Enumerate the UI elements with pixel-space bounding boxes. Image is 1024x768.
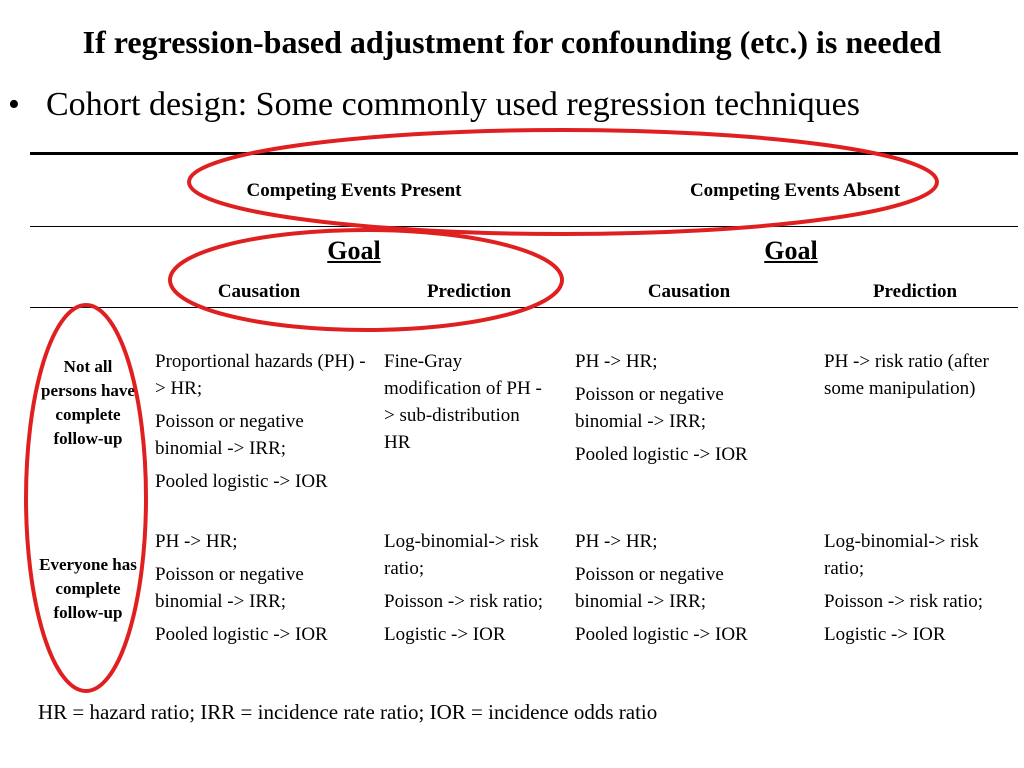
table-header-rule: [30, 226, 1018, 227]
cell-complete-present-prediction: [384, 528, 544, 654]
cell-line: Poisson or negative binomial -> IRR;: [575, 564, 724, 612]
cell-incomplete-absent-prediction: [824, 348, 994, 408]
cell-line: PH -> risk ratio (after some manipulation): [824, 351, 989, 399]
cell-line: Log-binomial-> risk ratio;: [384, 531, 539, 579]
cell-complete-present-causation: [155, 528, 375, 654]
cell-line: Pooled logistic -> IOR: [155, 471, 328, 492]
table-top-rule: [30, 152, 1018, 155]
cell-line: Fine-Gray modification of PH -> sub-distribution HR: [384, 351, 542, 453]
goal-label-absent: Goal: [764, 236, 818, 265]
cell-line: Pooled logistic -> IOR: [575, 444, 748, 465]
cell-line: Poisson -> risk ratio;: [384, 591, 544, 612]
row-label-complete-followup: Everyone has complete follow-up: [39, 555, 137, 622]
header-events-present: Competing Events Present: [246, 180, 462, 201]
slide-title: If regression-based adjustment for confounding (etc.) is needed: [82, 24, 942, 60]
cell-line: Proportional hazards (PH) -> HR;: [155, 351, 366, 399]
header-prediction-absent: Prediction: [872, 281, 958, 302]
header-prediction-present: Prediction: [426, 281, 512, 302]
footnote-abbreviations: HR = hazard ratio; IRR = incidence rate ratio; IOR = incidence odds ratio: [38, 700, 658, 724]
cell-line: PH -> HR;: [155, 531, 238, 552]
cell-line: Poisson or negative binomial -> IRR;: [155, 564, 304, 612]
cell-line: Log-binomial-> risk ratio;: [824, 531, 979, 579]
header-causation-present: Causation: [217, 281, 301, 302]
cell-line: Pooled logistic -> IOR: [155, 624, 328, 645]
cell-incomplete-present-causation: [155, 348, 375, 501]
bullet-marker: •: [8, 86, 20, 123]
cell-line: PH -> HR;: [575, 351, 658, 372]
cell-line: Poisson or negative binomial -> IRR;: [575, 384, 724, 432]
slide-subtitle: Cohort design: Some commonly used regression techniques: [46, 86, 860, 123]
cell-line: Pooled logistic -> IOR: [575, 624, 748, 645]
cell-complete-absent-causation: [575, 528, 795, 654]
cell-line: PH -> HR;: [575, 531, 658, 552]
cell-line: Poisson or negative binomial -> IRR;: [155, 411, 304, 459]
row-label-incomplete-followup: Not all persons have complete follow-up: [41, 357, 135, 448]
header-causation-absent: Causation: [647, 281, 731, 302]
cell-line: Poisson -> risk ratio;: [824, 591, 984, 612]
cell-incomplete-present-prediction: [384, 348, 544, 462]
goal-label-present: Goal: [327, 236, 381, 265]
cell-complete-absent-prediction: [824, 528, 994, 654]
cell-line: Logistic -> IOR: [384, 624, 506, 645]
table-subheader-rule: [30, 307, 1018, 308]
cell-line: Logistic -> IOR: [824, 624, 946, 645]
cell-incomplete-absent-causation: [575, 348, 775, 474]
header-events-absent: Competing Events Absent: [689, 180, 901, 201]
